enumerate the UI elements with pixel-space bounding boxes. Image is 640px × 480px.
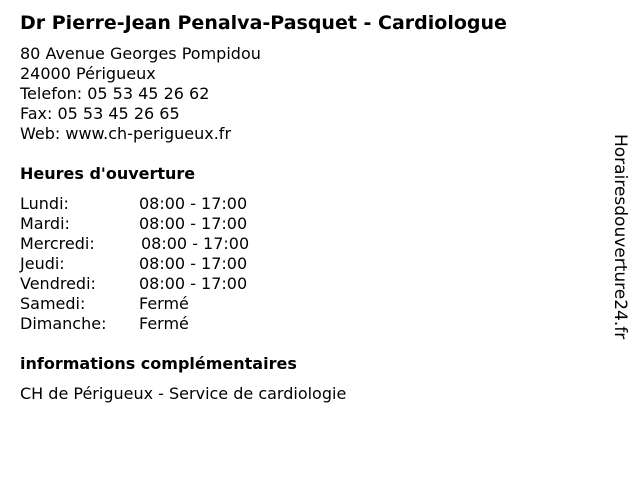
phone-line: Telefon: 05 53 45 26 62: [20, 84, 210, 103]
site-watermark: [600, 134, 640, 344]
day-label: Samedi:: [20, 294, 86, 313]
day-label: Dimanche:: [20, 314, 107, 333]
day-label: Mardi:: [20, 214, 70, 233]
additional-info-heading: informations complémentaires: [20, 354, 297, 373]
contact-block: [20, 44, 261, 144]
day-hours: 08:00 - 17:00: [139, 214, 248, 233]
day-label: Lundi:: [20, 194, 69, 213]
day-hours: 08:00 - 17:00: [139, 274, 248, 293]
day-hours: 08:00 - 17:00: [139, 254, 248, 273]
web-line: Web: www.ch-perigueux.fr: [20, 124, 232, 143]
address-street: 80 Avenue Georges Pompidou: [20, 44, 261, 63]
day-hours: 08:00 - 17:00: [139, 194, 248, 213]
opening-hours-heading: Heures d'ouverture: [20, 164, 196, 183]
address-city: 24000 Périgueux: [20, 64, 156, 83]
additional-info-text: CH de Périgueux - Service de cardiologie: [20, 384, 347, 403]
fax-line: Fax: 05 53 45 26 65: [20, 104, 180, 123]
day-label: Vendredi:: [20, 274, 96, 293]
day-hours: 08:00 - 17:00: [141, 234, 250, 253]
day-hours: Fermé: [139, 314, 189, 333]
day-label: Mercredi:: [20, 234, 95, 253]
page-title: Dr Pierre-Jean Penalva-Pasquet - Cardiologue: [20, 12, 507, 34]
day-label: Jeudi:: [20, 254, 65, 273]
day-hours: Fermé: [139, 294, 189, 313]
watermark-text: Horairesdouverture24.fr: [610, 134, 630, 340]
